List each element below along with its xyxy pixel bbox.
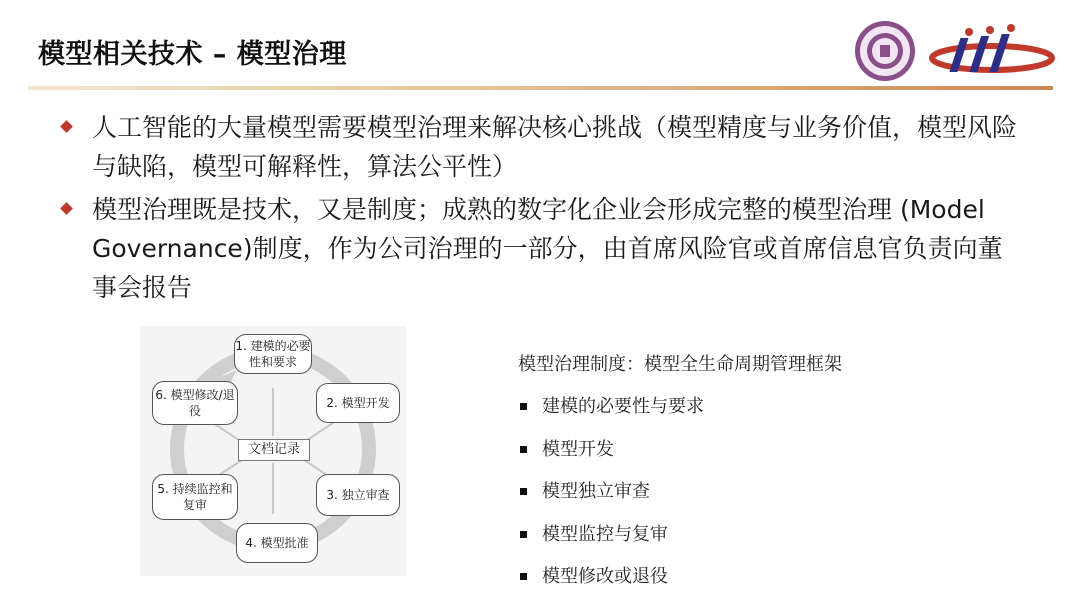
square-bullet-icon bbox=[520, 403, 527, 410]
framework-title: 模型治理制度：模型全生命周期管理框架 bbox=[518, 354, 842, 375]
university-seal-icon bbox=[855, 21, 915, 81]
diamond-bullet-icon bbox=[60, 120, 73, 133]
bullet-text: 模型治理既是技术，又是制度；成熟的数字化企业会形成完整的模型治理 (Model Governance)制度，作为公司治理的一部分，由首席风险官或首席信息官负责向董事会报告 bbox=[92, 195, 1003, 302]
square-bullet-icon bbox=[520, 573, 527, 580]
framework-item-label: 建模的必要性与要求 bbox=[542, 396, 704, 417]
lifecycle-diagram bbox=[140, 326, 406, 576]
page-title: 模型相关技术 – 模型治理 bbox=[38, 39, 347, 70]
framework-item bbox=[518, 481, 704, 503]
lifecycle-step-5: 5. 持续监控和复审 bbox=[152, 474, 238, 520]
framework-item bbox=[518, 439, 704, 461]
documentation-node: 文档记录 bbox=[238, 439, 310, 461]
framework-list bbox=[518, 396, 704, 609]
institution-logos bbox=[852, 18, 1057, 84]
framework-item-label: 模型监控与复审 bbox=[542, 523, 668, 545]
square-bullet-icon bbox=[520, 488, 527, 495]
bullet-item bbox=[58, 190, 1018, 307]
framework-item bbox=[518, 396, 704, 418]
bullet-item bbox=[58, 108, 1018, 186]
bullet-list bbox=[58, 108, 1018, 311]
framework-item-label: 模型开发 bbox=[542, 438, 614, 460]
square-bullet-icon bbox=[520, 446, 527, 453]
framework-item-label: 模型修改或退役 bbox=[542, 566, 668, 587]
square-bullet-icon bbox=[520, 531, 527, 538]
lifecycle-step-4: 4. 模型批准 bbox=[236, 523, 318, 563]
lifecycle-step-2: 2. 模型开发 bbox=[316, 383, 400, 423]
diamond-bullet-icon bbox=[60, 202, 73, 215]
bullet-text: 人工智能的大量模型需要模型治理来解决核心挑战（模型精度与业务价值，模型风险与缺陷，模型可解释性，算法公平性） bbox=[92, 113, 1018, 181]
title-divider bbox=[28, 86, 1053, 90]
lab-logo-icon bbox=[932, 24, 1052, 72]
lifecycle-step-1: 1. 建模的必要性和要求 bbox=[234, 334, 312, 374]
framework-item-label: 模型独立审查 bbox=[542, 481, 650, 502]
lifecycle-step-3: 3. 独立审查 bbox=[316, 474, 400, 516]
framework-item bbox=[518, 524, 704, 546]
framework-item bbox=[518, 566, 704, 588]
lifecycle-step-6: 6. 模型修改/退役 bbox=[152, 381, 238, 425]
